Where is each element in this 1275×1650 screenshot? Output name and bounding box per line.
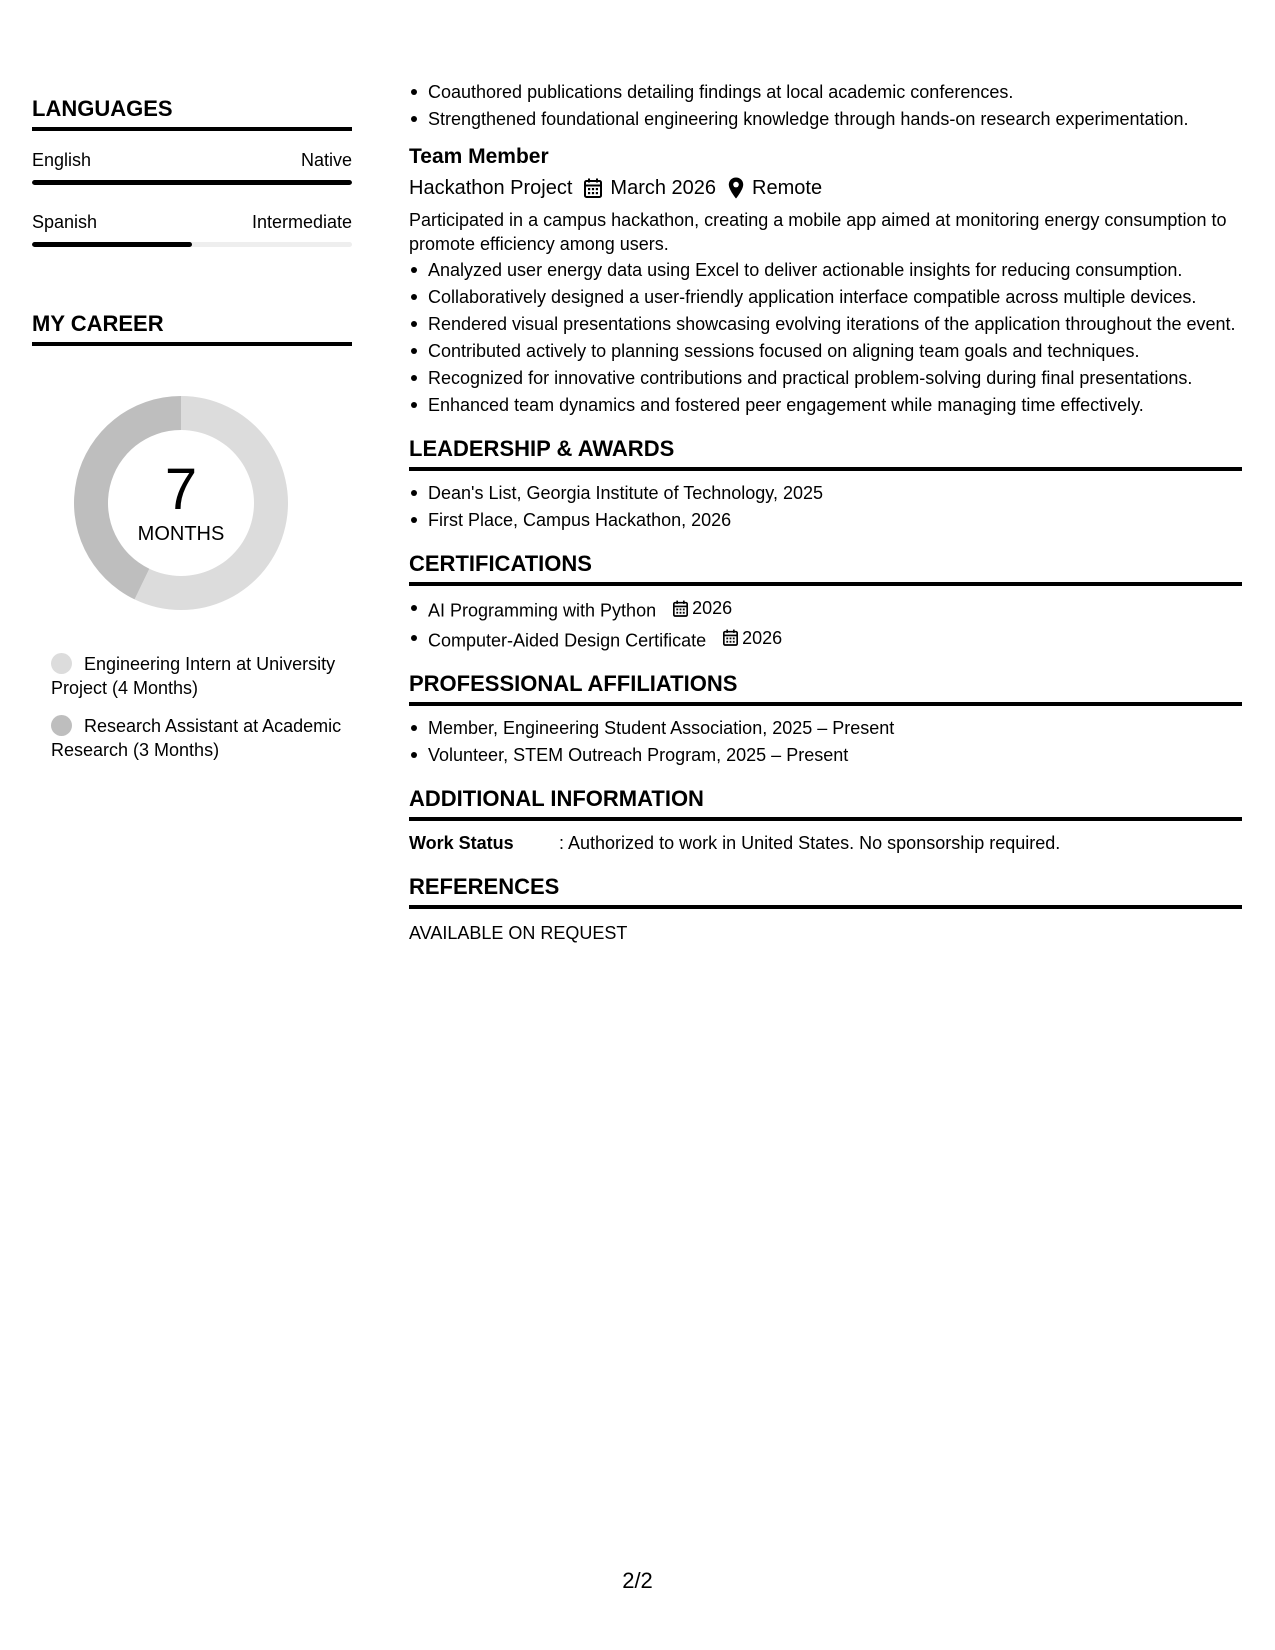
legend-dot: [51, 653, 72, 674]
list-item: Collaboratively designed a user-friendly application interface compatible across multiple devices.: [409, 285, 1242, 309]
list-item: Analyzed user energy data using Excel to deliver actionable insights for reducing consumption.: [409, 258, 1242, 282]
calendar-icon: [673, 600, 688, 617]
career-heading: MY CAREER: [32, 310, 352, 346]
list-item: Dean's List, Georgia Institute of Technology, 2025: [409, 481, 1242, 505]
additional-info-section: [409, 785, 1242, 855]
references-section: [409, 873, 1242, 945]
job-location: Remote: [752, 177, 823, 199]
list-item: Coauthored publications detailing findings at local academic conferences.: [409, 80, 1242, 104]
list-item: Strengthened foundational engineering knowledge through hands-on research experimentation.: [409, 107, 1242, 131]
legend-label: Research Assistant at Academic Research (3 Months): [51, 716, 342, 760]
language-name: English: [32, 150, 92, 170]
leadership-section: [409, 435, 1242, 532]
language-name: Spanish: [32, 212, 98, 232]
certifications-heading: CERTIFICATIONS: [409, 550, 1242, 586]
job-title: Team Member: [409, 145, 549, 168]
leadership-heading: LEADERSHIP & AWARDS: [409, 435, 1242, 471]
language-item: [32, 211, 352, 247]
language-bar-fill: [32, 180, 352, 185]
language-bar: [32, 180, 352, 185]
career-legend: [51, 652, 352, 762]
list-item: First Place, Campus Hackathon, 2026: [409, 508, 1242, 532]
certifications-section: [409, 550, 1242, 652]
affiliations-section: [409, 670, 1242, 767]
page-number: 2/2: [622, 1568, 653, 1593]
cert-year: 2026: [692, 598, 733, 618]
language-bar-fill: [32, 242, 192, 247]
cert-year: 2026: [742, 627, 783, 648]
career-donut-chart: [66, 388, 296, 618]
sidebar: [32, 95, 352, 776]
list-item: Recognized for innovative contributions and practical problem-solving during final presentations.: [409, 366, 1242, 390]
career-total-unit: MONTHS: [137, 523, 225, 545]
list-item: Contributed actively to planning sessions focused on aligning team goals and techniques.: [409, 339, 1242, 363]
job-description: Participated in a campus hackathon, creating a mobile app aimed at monitoring energy consumption to promote efficiency among users.: [409, 210, 1227, 254]
language-item: [32, 149, 352, 185]
list-item: Volunteer, STEM Outreach Program, 2025 – Present: [409, 743, 1242, 767]
calendar-icon: [723, 629, 738, 646]
career-total-number: 7: [164, 457, 198, 522]
language-bar: [32, 242, 352, 247]
calendar-icon: [584, 178, 602, 198]
previous-job-bullets: [409, 80, 1242, 131]
main-content: [409, 80, 1242, 945]
work-status-row: [409, 831, 1242, 855]
cert-name: AI Programming with Python: [428, 600, 657, 621]
legend-label: Engineering Intern at University Project (4 Months): [51, 654, 336, 698]
additional-info-heading: ADDITIONAL INFORMATION: [409, 785, 1242, 821]
legend-item: [51, 652, 352, 700]
list-item: Enhanced team dynamics and fostered peer engagement while managing time effectively.: [409, 393, 1242, 417]
legend-dot: [51, 715, 72, 736]
legend-item: [51, 714, 352, 762]
list-item: Rendered visual presentations showcasing evolving iterations of the application throughout the event.: [409, 312, 1242, 336]
languages-list: [32, 149, 352, 247]
job-company: Hackathon Project: [409, 177, 573, 199]
map-pin-icon: [728, 177, 744, 199]
list-item: [409, 596, 1242, 623]
references-text: AVAILABLE ON REQUEST: [409, 923, 628, 943]
job-date: March 2026: [610, 177, 717, 199]
work-status-label: Work Status: [409, 833, 514, 853]
job-bullets: [409, 258, 1242, 417]
cert-name: Computer-Aided Design Certificate: [428, 630, 707, 650]
list-item: [409, 626, 1242, 653]
work-status-value: : Authorized to work in United States. No sponsorship required.: [559, 833, 1061, 853]
language-level: Native: [300, 150, 352, 170]
language-level: Intermediate: [251, 212, 352, 232]
list-item: Member, Engineering Student Association, 2025 – Present: [409, 716, 1242, 740]
affiliations-heading: PROFESSIONAL AFFILIATIONS: [409, 670, 1242, 706]
languages-heading: LANGUAGES: [32, 95, 352, 131]
references-heading: REFERENCES: [409, 873, 1242, 909]
job-meta: [409, 175, 1242, 201]
